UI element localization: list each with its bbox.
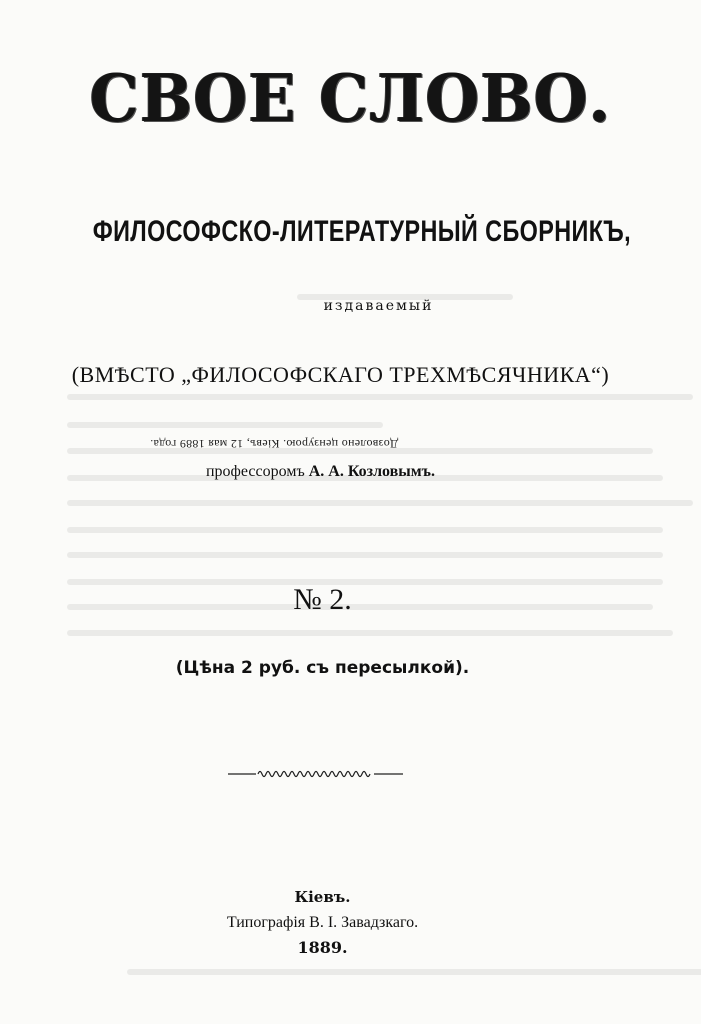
journal-title: СВОЕ СЛОВО. xyxy=(89,60,612,137)
author-name: А. А. Козловымъ. xyxy=(308,463,435,480)
imprint-printer: Типографія В. І. Завадзкаго. xyxy=(226,914,419,931)
censor-stamp: Дозволено цензурою. Кіевъ, 12 мая 1889 года. xyxy=(150,437,399,451)
author-prefix: профессоромъ xyxy=(205,463,305,480)
price-line: (Цѣна 2 руб. съ пересылкой). xyxy=(175,658,470,678)
ornamental-divider xyxy=(228,766,403,782)
author-line xyxy=(0,463,671,481)
issue-number: № 2. xyxy=(293,583,352,616)
instead-of-line: (ВМѢСТО „ФИЛОСОФСКАГО ТРЕХМѢСЯЧНИКА“) xyxy=(71,362,610,387)
imprint-year: 1889. xyxy=(297,938,348,957)
published-label: издаваемый xyxy=(323,298,434,314)
imprint-city: Кіевъ. xyxy=(294,888,351,906)
journal-subtitle: ФИЛОСОФСКО-ЛИТЕРАТУРНЫЙ СБОРНИКЪ, xyxy=(92,215,632,248)
